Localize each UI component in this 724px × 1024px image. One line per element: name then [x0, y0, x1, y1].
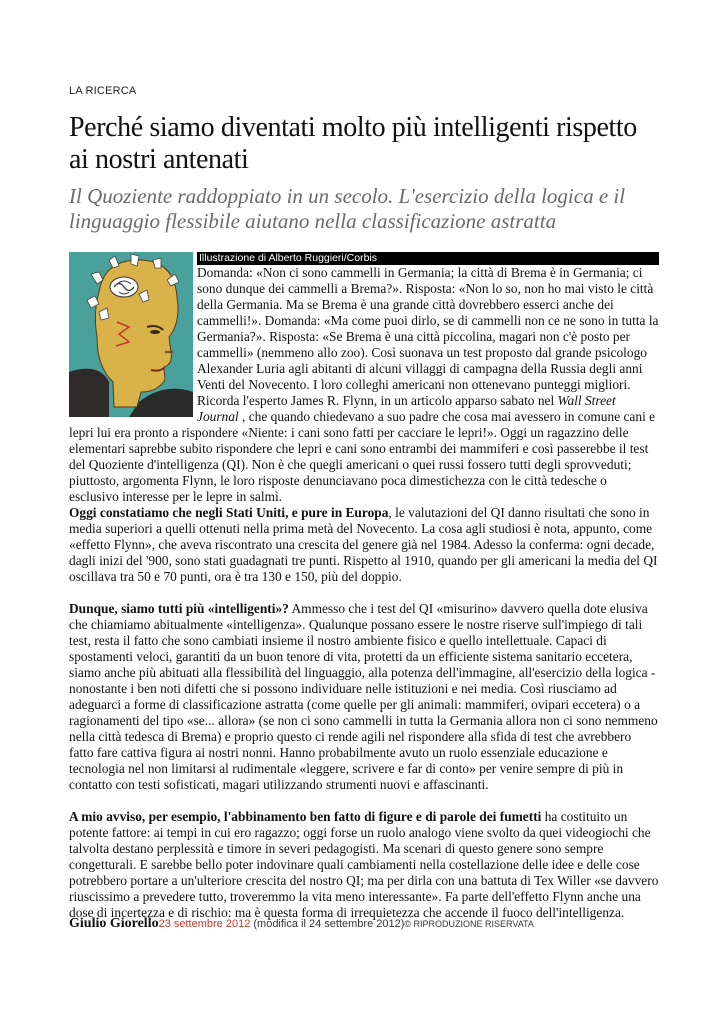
publish-date: 23 settembre 2012	[158, 918, 251, 930]
paragraph-1-text-a: Domanda: «Non ci sono cammelli in Germania; la città di Brema è in Germania; ci sono dunque dei cammelli a Brema?». Risposta: «Non lo so, non ho mai visto le città della Germania. Ma se Brema è una grande città dovrebbero esserci anche dei cammelli!». Domanda: «Ma come puoi dirlo, se di cammelli non ce ne sono in tutta la Germania?». Risposta: «Se Brema è una città piccolina, magari non c'è posto per cammelli» (nemmeno allo zoo). Così suonava un test proposto dal grande psicologo Alexander Luria agli abitanti di alcuni villaggi di campagna della Russia degli anni Venti del Novecento. I loro colleghi americani non ottenevano punteggi migliori. Ricorda l'esperto James R. Flynn, in un articolo apparso sabato nel	[197, 265, 659, 408]
modified-date: (modifica il 24 settembre 2012)	[250, 918, 405, 930]
journal-name: Wall Street Journal	[197, 393, 616, 424]
byline	[69, 914, 669, 932]
paragraph-4	[69, 809, 659, 921]
image-caption: Illustrazione di Alberto Ruggieri/Corbis	[197, 252, 659, 265]
head-illustration-image	[69, 252, 193, 417]
paragraph-2-lead: Oggi constatiamo che negli Stati Uniti, e pure in Europa	[69, 505, 389, 520]
paragraph-4-text: ha costituito un potente fattore: ai tempi in cui ero ragazzo; oggi forse un ruolo analogo viene svolto da quei videogiochi che talvolta destano perplessità e timore in severi pedagogisti. Ma scenari di questo genere sono sempre congetturali. E sarebbe bello poter indovinare quali cambiamenti nella costellazione delle idee e delle cose potrebbero portare a un'ulteriore crescita del nostro QI; ma per dirla con una battuta di Tex Willer «se davvero riuscissimo a prevedere tutto, troveremmo la vita meno interessante». Fa parte dell'effetto Flynn anche una dose di incertezza e di rischio: ma è questa forma di irrequietezza che accende il fuoco dell'intelligenza.	[69, 809, 659, 920]
paragraph-4-lead: A mio avviso, per esempio, l'abbinamento ben fatto di figure e di parole dei fumetti	[69, 809, 542, 824]
section-kicker: LA RICERCA	[69, 85, 137, 97]
paragraph-2-text: , le valutazioni del QI danno risultati che sono in media superiori a quelli ottenuti nella prima metà del Novecento. La cosa agli studiosi è nota, appunto, come «effetto Flynn», che aveva riscontrato una crescita del genere già nel 1984. Adesso la conferma: ogni decade, dagli inizi del '900, sono stati guadagnati tre punti. Rispetto al 1910, quando per gli americani la media del QI oscillava tra 50 e 70 punti, ora è tra 130 e 150, più del doppio.	[69, 505, 658, 584]
paragraph-3-lead: Dunque, siamo tutti più «intelligenti»?	[69, 601, 289, 616]
author-name: Giulio Giorello	[69, 916, 159, 931]
paragraph-3	[69, 601, 659, 793]
headline: Perché siamo diventati molto più intelligenti rispetto ai nostri antenati	[69, 112, 637, 175]
paragraph-2	[69, 505, 659, 585]
subtitle: Il Quoziente raddoppiato in un secolo. L'esercizio della logica e il linguaggio flessibile aiutano nella classificazione astratta	[69, 184, 626, 233]
paragraph-1-text-b: , che quando chiedevano a suo padre che cosa mai avessero in comune cani e lepri lui era pronto a rispondere «Niente: i cani sono fatti per cacciare le lepri!». Oggi un ragazzino delle elementari saprebbe subito rispondere che lepri e cani sono entrambi dei mammiferi e così passerebbe il test del Quoziente d'intelligenza (QI). Non è che quegli americani o quei russi fossero tutti degli sprovveduti; piuttosto, argomenta Flynn, le loro risposte denunciavano poca dimestichezza con le città tedesche o esclusivo interesse per le lepre in salmì.	[69, 409, 656, 504]
paragraph-3-text: Ammesso che i test del QI «misurino» davvero quella dote elusiva che chiamiamo abitualmente «intelligenza». Qualunque possano essere le nostre riserve sull'impiego di tali test, resta il fatto che sono cambiati insieme il nostro ambiente fisico e quello intellettuale. Capaci di spostamenti veloci, garantiti da un buon tenore di vita, protetti da un efficiente sistema sanitario eccetera, siamo anche più abituati alla flessibilità del linguaggio, alla potenza dell'immagine, all'esercizio della logica - nonostante i ben noti difetti che si possono individuare nelle istituzioni e nei media. Così riusciamo ad adeguarci a forme di classificazione astratta (come quelle per gli animali: mammiferi, ovipari eccetera) o a ragionamenti del tipo «se... allora» (se non ci sono cammelli in tutta la Germania allora non ci sono nemmeno nella città tedesca di Brema) e proprio questo ci rende agili nel rispondere alla sfida di test che avrebbero fatto fare cattiva figura ai nostri nonni. Hanno probabilmente avuto un ruolo essenziale educazione e tecnologia nel non limitarsi al rudimentale «leggere, scrivere e far di conto» per venire sempre di più in contatto con testi sofisticati, magari utilizzando strumenti nuovi e affascinanti.	[69, 601, 658, 792]
copyright-notice: © RIPRODUZIONE RISERVATA	[404, 919, 534, 929]
article-body	[69, 252, 659, 921]
illustration	[69, 252, 193, 415]
